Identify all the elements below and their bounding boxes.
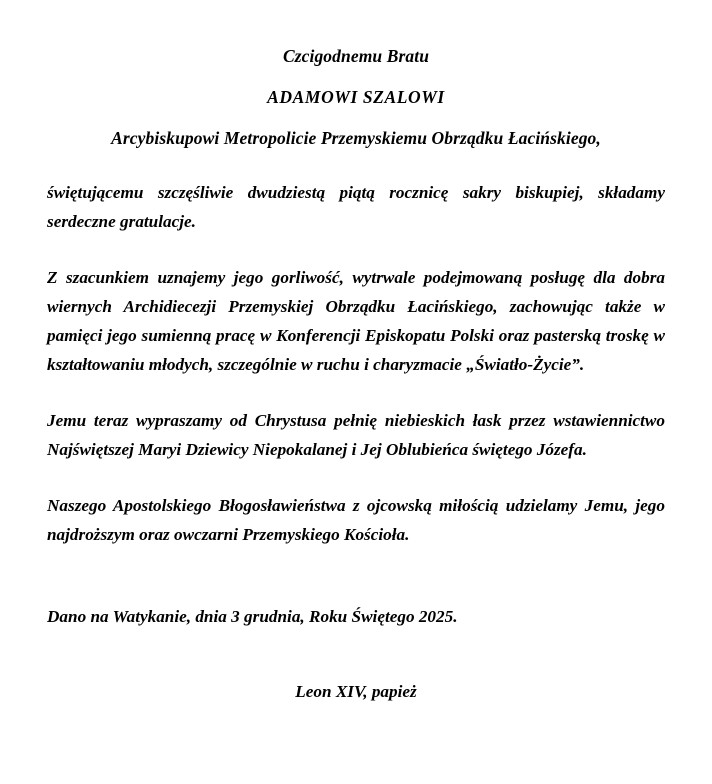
signature: Leon XIV, papież: [295, 682, 417, 701]
body-paragraph-2: Z szacunkiem uznajemy jego gorliwość, wytrwale podejmowaną posługę dla dobra wiernych Archidiecezji Przemyskiej Obrządku Łacińskiego, zachowując także w pamięci jego sumienną pracę w Konferencji Episkopatu Polski oraz pasterską troskę w kształtowaniu młodych, szczególnie w ruchu i charyzmacie „Światło-Życie”.: [47, 268, 665, 374]
dateline: Dano na Watykanie, dnia 3 grudnia, Roku Świętego 2025.: [47, 607, 458, 626]
salutation-block: [0, 36, 712, 159]
salutation-line-addressee-title: Czcigodnemu Bratu: [282, 46, 430, 66]
body-paragraph-1: świętującemu szczęśliwie dwudziestą piątą rocznicę sakry biskupiej, składamy serdeczne gratulacje.: [47, 183, 665, 231]
salutation-line-addressee-office: Arcybiskupowi Metropolicie Przemyskiemu Obrządku Łacińskiego,: [111, 128, 601, 148]
body-paragraph-4: Naszego Apostolskiego Błogosławieństwa z ojcowską miłością udzielamy Jemu, jego najdroższym oraz owczarni Przemyskiego Kościoła.: [47, 496, 665, 544]
salutation-line-addressee-name: ADAMOWI SZALOWI: [267, 87, 445, 107]
body-paragraph-3: Jemu teraz wypraszamy od Chrystusa pełnię niebieskich łask przez wstawiennictwo Najświętszej Maryi Dziewicy Niepokalanej i Jej Oblubieńca świętego Józefa.: [47, 411, 665, 459]
letter-body: [47, 178, 665, 549]
